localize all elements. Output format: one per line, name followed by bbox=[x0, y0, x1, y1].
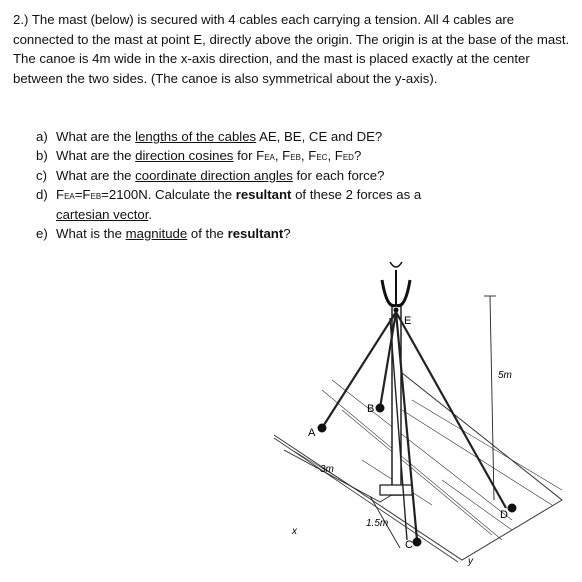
underlined-term: cartesian vector bbox=[56, 207, 149, 223]
label-c: C bbox=[405, 539, 413, 551]
label-e: E bbox=[404, 315, 412, 327]
label-5m: 5m bbox=[498, 370, 512, 381]
label-b: B bbox=[367, 403, 375, 415]
label-1-5m: 1.5m bbox=[366, 518, 389, 529]
axis-x-label: x bbox=[292, 526, 297, 537]
question-letter: e) bbox=[36, 225, 48, 241]
point-d bbox=[508, 504, 517, 513]
label-d: D bbox=[500, 509, 508, 521]
underlined-term: direction cosines bbox=[135, 147, 234, 163]
label-3m: 3m bbox=[320, 464, 334, 475]
point-e bbox=[394, 308, 399, 313]
underlined-term: lengths of the cables bbox=[135, 129, 257, 144]
dimension-5m bbox=[484, 296, 496, 500]
mast-drawing bbox=[262, 250, 582, 577]
question-letter: a) bbox=[36, 129, 48, 144]
canoe-hull-sketch bbox=[274, 365, 562, 562]
point-c bbox=[413, 538, 422, 547]
axis-y-label: y bbox=[468, 556, 473, 567]
point-a bbox=[318, 424, 327, 433]
question-e: e) What is the magnitude of the resultant? bbox=[36, 225, 456, 244]
mast-base bbox=[380, 485, 412, 495]
question-list bbox=[36, 128, 456, 244]
underlined-term: magnitude bbox=[125, 225, 188, 241]
underlined-term: coordinate direction angles bbox=[135, 168, 293, 184]
question-letter: b) bbox=[36, 147, 48, 163]
point-b bbox=[376, 404, 385, 413]
cable-ea bbox=[322, 312, 396, 428]
mast-figure bbox=[262, 250, 582, 577]
label-a: A bbox=[308, 427, 316, 439]
problem-statement: 2.) The mast (below) is secured with 4 cables each carrying a tension. All 4 cables are connected to the mast at point E, directly above the origin. The origin is at the base of the mast. The canoe is 4m wide in the x-axis direction, and the mast is placed exactly at the center between the two sides. (The canoe is also symmetrical about the y-axis). bbox=[13, 12, 570, 86]
question-a: a) What are the lengths of the cables AE, BE, CE and DE? bbox=[36, 128, 456, 147]
bold-term: resultant bbox=[227, 225, 284, 241]
question-d: d) FEA=FEB=2100N. Calculate the resultant of these 2 forces as a cartesian vector. bbox=[36, 186, 456, 225]
question-letter: c) bbox=[36, 168, 47, 184]
question-b: b) What are the direction cosines for FEA, FEB, FEC, FED? bbox=[36, 147, 456, 168]
question-letter: d) bbox=[36, 186, 48, 202]
cable-ed bbox=[396, 312, 506, 508]
bold-term: resultant bbox=[235, 186, 292, 202]
question-c: c) What are the coordinate direction angles for each force? bbox=[36, 167, 456, 186]
